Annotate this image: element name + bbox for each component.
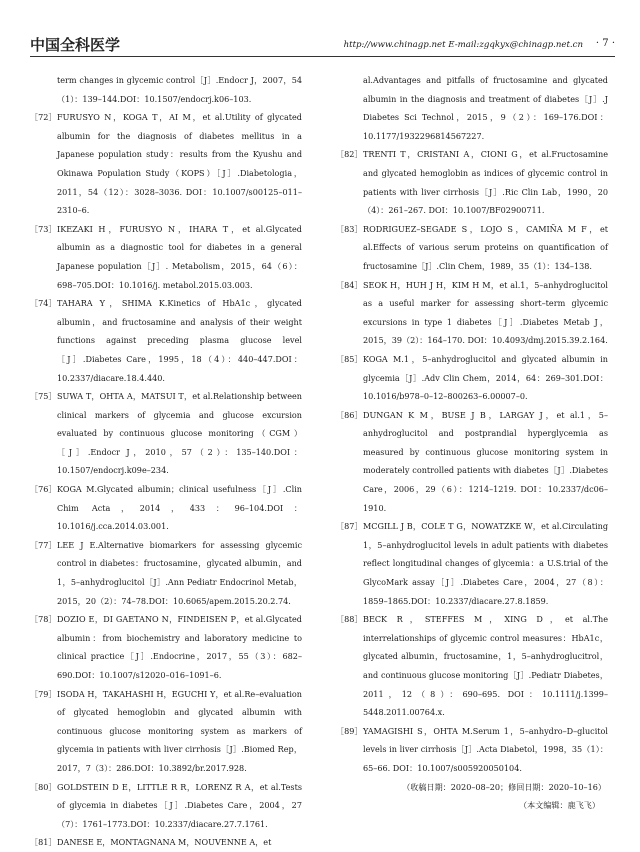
reference-number: ［72］ xyxy=(30,112,57,123)
reference-item xyxy=(336,722,608,778)
journal-url[interactable]: http://www.chinagp.net E-mail:zgqkyx@chinagp.net.cn xyxy=(343,40,583,50)
reference-number: ［86］ xyxy=(336,409,363,420)
reference-text: YAMAGISHI S，OHTA M.Serum 1，5–anhydro–D–glucitol levels in liver cirrhosis［J］.Acta Diabetol，1998，35（1）：65–66. DOI：10.1007/s005920050104. xyxy=(363,725,608,773)
reference-item xyxy=(336,406,608,518)
reference-item xyxy=(336,276,608,350)
reference-number: ［78］ xyxy=(30,614,57,625)
journal-logo: 中国全科医学 xyxy=(30,36,121,54)
reference-number: ［89］ xyxy=(336,725,363,736)
page-number: · 7 · xyxy=(595,38,615,49)
reference-text: KOGA M.Glycated albumin；clinical usefulness［J］.Clin Chim Acta，2014，433：96–104.DOI：10.1016/j.cca.2014.03.001. xyxy=(57,484,302,532)
reference-text: KOGA M.1，5–anhydroglucitol and glycated albumin in glycemia［J］.Adv Clin Chem，2014，64：269–301.DOI：10.1016/b978–0–12–800263–6.00007–0. xyxy=(363,353,608,402)
reference-text: GOLDSTEIN D E，LITTLE R R，LORENZ R A，et al.Tests of glycemia in diabetes［J］.Diabetes Care，2004，27（7）：1761–1773.DOI：10.2337/diacare.27.7.1761. xyxy=(57,781,302,829)
reference-item xyxy=(30,480,302,536)
reference-text: RODRIGUEZ–SEGADE S，LOJO S，CAMIÑA M F，et al.Effects of various serum proteins on quantification of fructosamine［J］.Clin Chem，1989，35（1）：134–138. xyxy=(363,223,608,271)
reference-continuation: term changes in glycemic control［J］.Endocr J，2007，54（1）：139–144.DOI：10.1507/endocrj.k06–103. xyxy=(57,75,302,104)
reference-item xyxy=(30,685,302,778)
reference-item xyxy=(30,108,302,220)
reference-number: ［80］ xyxy=(30,781,57,792)
reference-number: ［74］ xyxy=(30,298,57,309)
reference-text: TRENTI T，CRISTANI A，CIONI G，et al.Fructosamine and glycated hemoglobin as indices of glycemic control in patients with liver cirrhosis［J］.Ric Clin Lab，1990，20（4）：261–267. DOI：10.1007/BF02900711. xyxy=(363,149,608,216)
reference-item xyxy=(30,610,302,684)
reference-item xyxy=(336,517,608,610)
reference-text: LEE J E.Alternative biomarkers for assessing glycemic control in diabetes：fructosamine，glycated albumin，and 1，5–anhydroglucitol［J］.Ann Pediatr Endocrinol Metab，2015，20（2）：74–78.DOI：10.6065/apem.2015.20.2.74. xyxy=(57,539,302,606)
reference-number: ［84］ xyxy=(336,279,363,290)
reference-number: ［88］ xyxy=(336,614,363,625)
page-header xyxy=(30,30,615,57)
reference-number: ［87］ xyxy=(336,521,363,532)
left-column xyxy=(30,71,302,852)
reference-item xyxy=(30,536,302,610)
reference-number: ［82］ xyxy=(336,149,363,160)
reference-list xyxy=(30,108,302,852)
reference-item xyxy=(336,145,608,219)
reference-number: ［75］ xyxy=(30,391,57,402)
reference-text: DOZIO E，DI GAETANO N，FINDEISEN P，et al.Glycated albumin：from biochemistry and laboratory medicine to clinical practice［J］.Endocrine，2017，55（3）：682–690.DOI：10.1007/s12020–016–1091–6. xyxy=(57,614,302,680)
right-column xyxy=(336,71,608,815)
reference-number: ［81］ xyxy=(30,837,57,848)
reference-text: SEOK H，HUH J H，KIM H M，et al.1，5–anhydroglucitol as a useful marker for assessing short–term glycemic excursions in type 1 diabetes［J］.Diabetes Metab J，2015，39（2）：164–170. DOI：10.4093/dmj.2015.39.2.164. xyxy=(363,279,608,346)
reference-text: SUWA T，OHTA A，MATSUI T，et al.Relationship between clinical markers of glycemia and glucose excursion evaluated by continuous glucose monitoring（CGM）［J］.Endocr J，2010，57（2）：135–140.DOI：10.1507/endocrj.k09e–234. xyxy=(57,391,302,476)
reference-number: ［83］ xyxy=(336,223,363,234)
reference-text: BECK R，STEFFES M，XING D，et al.The interrelationships of glycemic control measures：HbA1c，glycated albumin，fructosamine，1，5–anhydroglucitrol，and continuous glucose monitoring［J］.Pediatr Diabetes，2011，12（8）：690–695. DOI：10.1111/j.1399–5448.2011.00764.x. xyxy=(363,614,608,718)
reference-text: ISODA H，TAKAHASHI H，EGUCHI Y，et al.Re–evaluation of glycated hemoglobin and glycated albumin with continuous glucose monitoring system as markers of glycemia in patients with liver cirrhosis［J］.Biomed Rep，2017，7（3）：286.DOI：10.3892/br.2017.928. xyxy=(57,688,302,773)
reference-number: ［77］ xyxy=(30,539,57,550)
reference-text: IKEZAKI H，FURUSYO N，IHARA T，et al.Glycated albumin as a diagnostic tool for diabetes in a general Japanese population［J］. Metabolism，2015，64（6）：698–705.DOI：10.1016/j. metabol.2015.03.003. xyxy=(57,223,302,290)
reference-text: DUNGAN K M，BUSE J B，LARGAY J，et al.1，5–anhydroglucitol and postprandial hyperglycemia as measured by continuous glucose monitoring system in moderately controlled patients with diabetes［J］.Diabetes Care，2006，29（6）：1214–1219. DOI：10.2337/dc06–1910. xyxy=(363,409,608,513)
reference-item xyxy=(336,610,608,722)
reference-number: ［76］ xyxy=(30,484,57,495)
reference-continuation: al.Advantages and pitfalls of fructosamine and glycated albumin in the diagnosis and treatment of diabetes［J］.J Diabetes Sci Technol，2015，9（2）：169–176.DOI：10.1177/1932296814567227. xyxy=(363,75,608,141)
reference-item xyxy=(336,220,608,276)
reference-number: ［85］ xyxy=(336,353,363,364)
reference-item xyxy=(30,220,302,294)
reference-text: TAHARA Y，SHIMA K.Kinetics of HbA1c，glycated albumin，and fructosamine and analysis of their weight functions against preceding plasma glucose level［J］.Diabetes Care，1995，18（4）：440–447.DOI：10.2337/diacare.18.4.440. xyxy=(57,298,302,383)
reference-list xyxy=(336,145,608,777)
reference-item xyxy=(336,350,608,406)
reference-number: ［79］ xyxy=(30,688,57,699)
reference-item xyxy=(30,387,302,480)
received-dates: （收稿日期：2020–08–20；修回日期：2020–10–16） xyxy=(402,781,606,792)
reference-text: DANESE E，MONTAGNANA M，NOUVENNE A，et xyxy=(57,837,272,848)
reference-text: MCGILL J B，COLE T G，NOWATZKE W，et al.Circulating 1，5–anhydroglucitol levels in adult patients with diabetes reflect longitudinal changes of glycemia：a U.S.trial of the GlycoMark assay［J］.Diabetes Care，2004，27（8）：1859–1865.DOI：10.2337/diacare.27.8.1859. xyxy=(363,521,608,606)
reference-item xyxy=(30,778,302,834)
reference-item xyxy=(30,833,302,852)
editor-credit: （本文编辑：鹿飞飞） xyxy=(519,800,600,811)
reference-number: ［73］ xyxy=(30,223,57,234)
reference-text: FURUSYO N，KOGA T，AI M，et al.Utility of glycated albumin for the diagnosis of diabetes mellitus in a Japanese population study：results from the Kyushu and Okinawa Population Study（KOPS）［J］.Diabetologia，2011，54（12）：3028–3036. DOI：10.1007/s00125–011–2310–6. xyxy=(57,112,302,216)
reference-item xyxy=(30,294,302,387)
